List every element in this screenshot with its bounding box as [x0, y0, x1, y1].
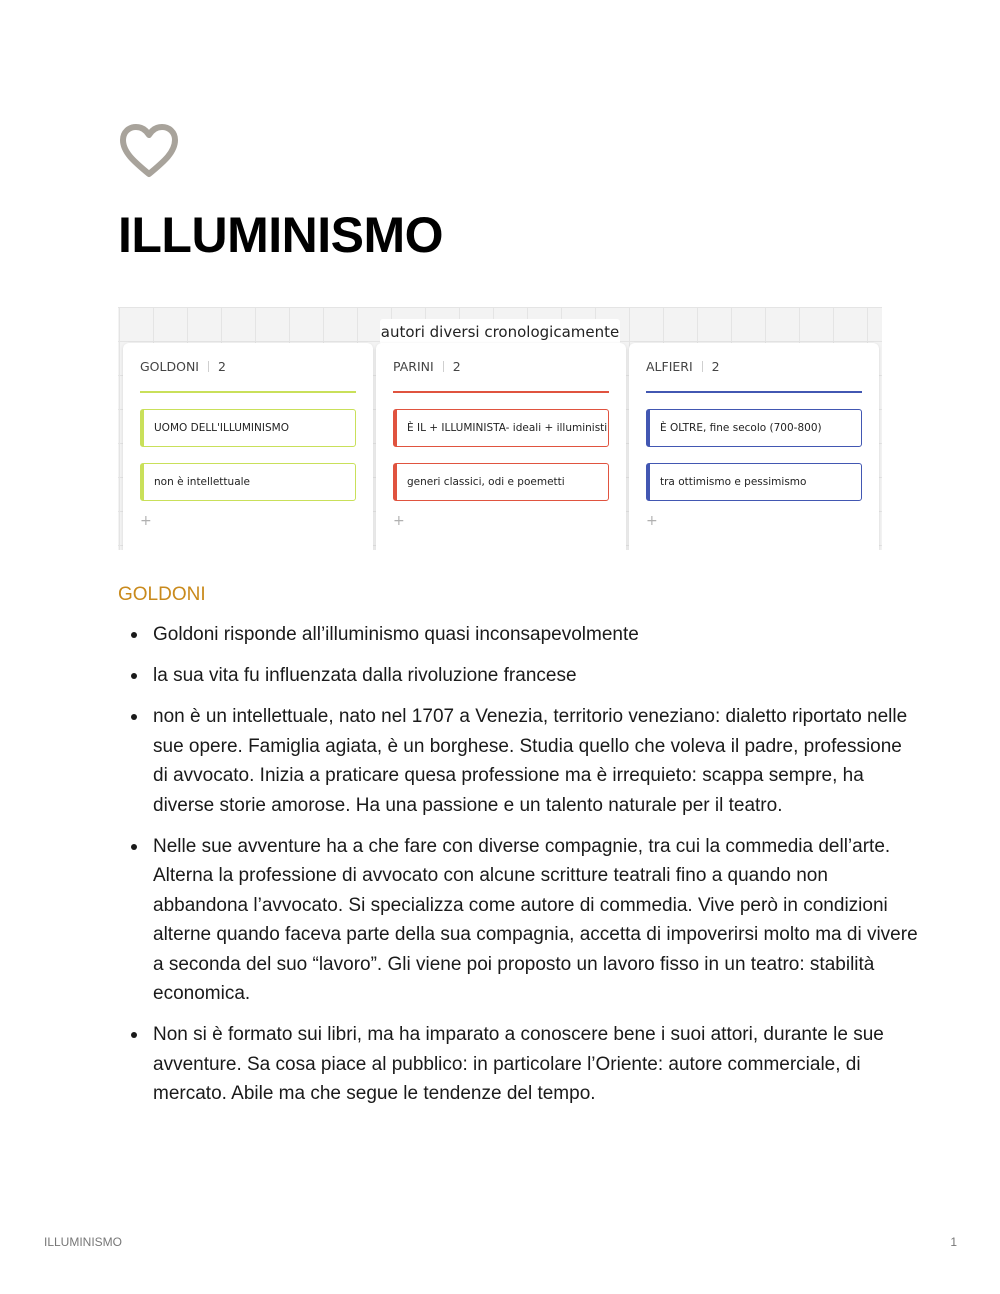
column-title: GOLDONI [140, 359, 199, 374]
bullet-item: Goldoni risponde all’illuminismo quasi inconsapevolmente [153, 620, 921, 650]
bullet-item: non è un intellettuale, nato nel 1707 a Venezia, territorio veneziano: dialetto riportato nelle sue opere. Famiglia agiata, è un borghese. Studia quello che voleva il padre, professione di avvocato. Inizia a praticare quesa professione ma è irrequieto: scappa sempre, ha diverse storie amorose. Ha una passione e un talento naturale per il teatro. [153, 702, 921, 820]
column-count: 2 [218, 359, 226, 374]
board-column-goldoni [123, 343, 373, 550]
board-card[interactable]: È IL + ILLUMINISTA- ideali + illuministi [393, 409, 609, 447]
footer-title: ILLUMINISMO [44, 1235, 123, 1249]
board-card[interactable]: UOMO DELL'ILLUMINISMO [140, 409, 356, 447]
board-card[interactable]: È OLTRE, fine secolo (700-800) [646, 409, 862, 447]
add-card-button[interactable]: + [140, 513, 152, 529]
column-accent-line [393, 391, 609, 393]
bullet-item: Non si è formato sui libri, ma ha imparato a conoscere bene i suoi attori, durante le sue avventure. Sa cosa piace al pubblico: in particolare l’Oriente: autore commerciale, di mercato. Abile ma che segue le tendenze del tempo. [153, 1020, 921, 1109]
bullet-item: la sua vita fu influenzata dalla rivoluzione francese [153, 661, 921, 691]
bullet-item: Nelle sue avventure ha a che fare con diverse compagnie, tra cui la commedia dell’arte. Alterna la professione di avvocato con alcune scritture teatrali fino a quando non abbandona l’avvocato. Si specializza come autore di commedia. Vive però in condizioni alterne quando faceva parte della sua compagnia, accetta di impoverirsi molto ma di vivere a seconda del suo “lavoro”. Gli viene poi proposto un lavoro fisso in un teatro: stabilità economica. [153, 832, 921, 1009]
board-card[interactable]: tra ottimismo e pessimismo [646, 463, 862, 501]
column-divider [702, 361, 703, 372]
column-header [140, 359, 356, 374]
add-card-button[interactable]: + [646, 513, 658, 529]
board-caption: autori diversi cronologicamente [380, 319, 620, 345]
column-accent-line [140, 391, 356, 393]
column-count: 2 [711, 359, 720, 374]
section-heading: GOLDONI [118, 584, 206, 605]
add-card-button[interactable]: + [393, 513, 405, 529]
board-column-alfieri [629, 343, 879, 550]
column-header [646, 359, 862, 374]
kanban-board [118, 307, 882, 550]
column-count: 2 [452, 359, 461, 374]
heart-outline-icon [118, 122, 188, 186]
board-card[interactable]: generi classici, odi e poemetti [393, 463, 609, 501]
column-title: PARINI [393, 359, 434, 374]
column-header [393, 359, 609, 374]
column-divider [208, 361, 209, 372]
bullet-list [118, 620, 921, 1120]
board-card[interactable]: non è intellettuale [140, 463, 356, 501]
column-accent-line [646, 391, 862, 393]
column-divider [443, 361, 444, 372]
board-column-parini [376, 343, 626, 550]
column-title: ALFIERI [646, 359, 693, 374]
page-number: 1 [950, 1235, 957, 1249]
page-title: ILLUMINISMO [118, 207, 444, 263]
